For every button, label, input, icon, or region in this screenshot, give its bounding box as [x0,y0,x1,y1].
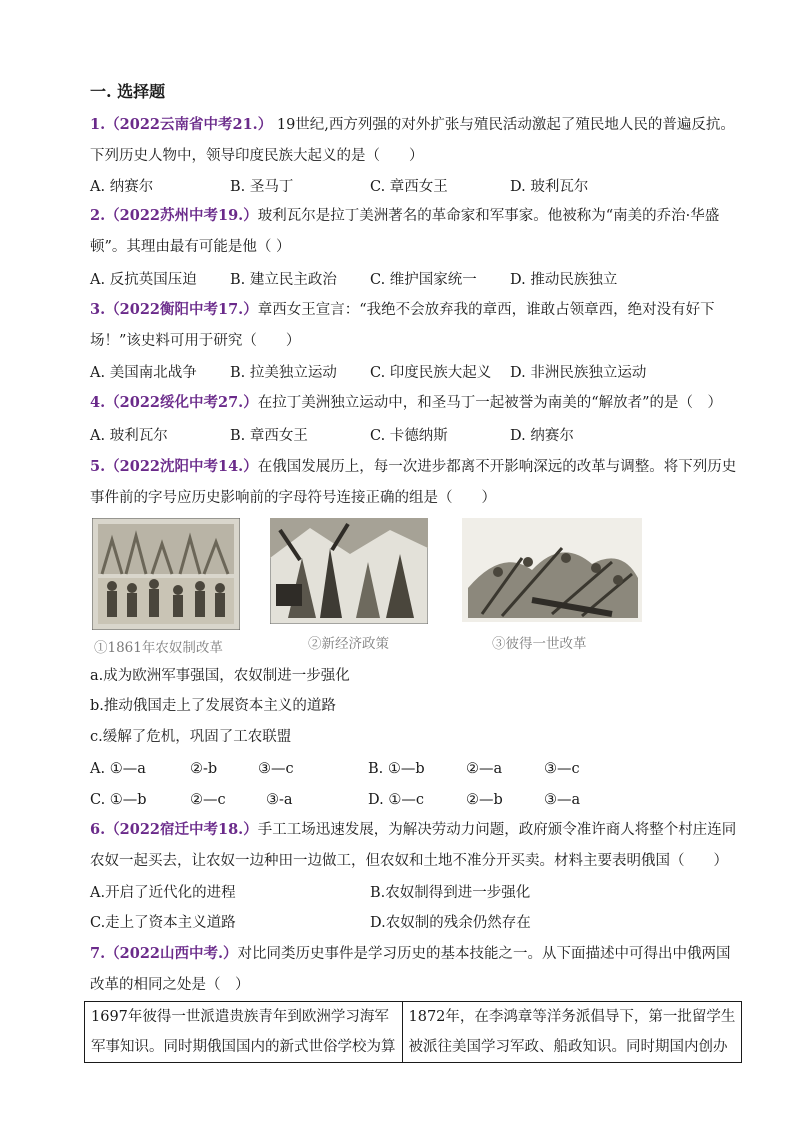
q2-option-b[interactable]: B. 建立民主政治 [230,272,337,288]
q4-option-a[interactable]: A. 玻利瓦尔 [90,428,168,444]
figure-serf-reform-image [92,518,240,630]
q5-option-a-part2: ②-b [190,761,218,777]
question-6-number: 6.（2022宿迁中考18.） [90,821,258,838]
q5-option-b-part2: ②—a [466,761,503,777]
q6-option-b[interactable]: B.农奴制得到进一步强化 [370,885,531,901]
comparison-table [84,1001,742,1063]
question-5-text-2: 事件前的字号应历史影响前的字母符号连接正确的组是（ ） [90,490,496,506]
q5-option-a[interactable]: A. ①—a [90,761,146,777]
question-3-stem [90,300,715,320]
q1-option-c[interactable]: C. 章西女王 [370,179,448,195]
q5-option-a-part3: ③—c [258,761,294,777]
question-7-stem [90,944,731,964]
question-5-text: 在俄国发展历上，每一次进步都离不开影响深远的改革与调整。将下列历史 [257,459,737,475]
question-1-number: 1.（2022云南省中考21.） [90,116,273,133]
q5-option-c[interactable]: C. ①—b [90,792,147,808]
q5-item-a: a.成为欧洲军事强国，农奴制进一步强化 [90,668,350,684]
question-1-text-2: 下列历史人物中，领导印度民族大起义的是（ ） [90,148,424,164]
comparison-cell-china [402,1002,742,1063]
figure-peter-reform-image [462,518,642,622]
q3-option-c[interactable]: C. 印度民族大起义 [370,365,492,381]
q3-option-a[interactable]: A. 美国南北战争 [90,365,197,381]
q5-option-d-part2: ②—b [466,792,503,808]
q6-option-c[interactable]: C.走上了资本主义道路 [90,915,236,931]
comparison-russia-line-1: 1697年彼得一世派遣贵族青年到欧洲学习海军 [91,1009,389,1025]
figure-caption-2: ②新经济政策 [308,636,389,652]
comparison-russia-line-2: 军事知识。同时期俄国国内的新式世俗学校为算 [91,1039,396,1055]
q4-option-d[interactable]: D. 纳赛尔 [510,428,574,444]
question-6-stem [90,820,736,840]
q3-option-b[interactable]: B. 拉美独立运动 [230,365,337,381]
question-4-number: 4.（2022绥化中考27.） [90,394,258,411]
comparison-cell-russia [85,1002,403,1063]
question-5-stem [90,457,736,477]
question-7-text-2: 改革的相同之处是（ ） [90,977,250,993]
comparison-china-line-1: 1872年，在李鸿章等洋务派倡导下，第一批留学生 [408,1009,736,1025]
question-2-stem [90,206,719,226]
figure-caption-1: ①1861年农奴制改革 [94,640,223,656]
question-1-text: 19世纪,西方列强的对外扩张与殖民活动激起了殖民地人民的普遍反抗。 [272,117,735,133]
q2-option-a[interactable]: A. 反抗英国压迫 [90,272,197,288]
question-6-text: 手工工场迅速发展，为解决劳动力问题，政府颁令准许商人将整个村庄连同 [257,822,737,838]
question-5-number: 5.（2022沈阳中考14.） [90,458,258,475]
q3-option-d[interactable]: D. 非洲民族独立运动 [510,365,647,381]
question-6-text-2: 农奴一起买去，让农奴一边种田一边做工，但农奴和土地不准分开买卖。材料主要表明俄国（ ） [90,853,728,869]
question-2-text-2: 顿”。其理由最有可能是他（ ） [90,239,291,255]
question-3-number: 3.（2022衡阳中考17.） [90,301,258,318]
q1-option-d[interactable]: D. 玻利瓦尔 [510,179,589,195]
q6-option-d[interactable]: D.农奴制的残余仍然存在 [370,915,531,931]
q5-option-d-part3: ③—a [544,792,581,808]
question-4-stem [90,393,722,413]
question-7-text: 对比同类历史事件是学习历史的基本技能之一。从下面描述中可得出中俄两国 [237,946,731,962]
q1-option-a[interactable]: A. 纳赛尔 [90,179,154,195]
section-title: 一. 选择题 [90,82,166,101]
q2-option-c[interactable]: C. 维护国家统一 [370,272,477,288]
q4-option-c[interactable]: C. 卡德纳斯 [370,428,448,444]
question-3-text-2: 场！”该史料可用于研究（ ） [90,333,301,349]
question-3-text: 章西女王宣言：“我绝不会放弃我的章西，谁敢占领章西，绝对没有好下 [257,302,715,318]
comparison-china-line-2: 被派往美国学习军政、船政知识。同时期国内创办 [408,1039,728,1055]
q4-option-b[interactable]: B. 章西女王 [230,428,308,444]
figure-new-economic-policy [270,518,432,658]
q2-option-d[interactable]: D. 推动民族独立 [510,272,618,288]
figure-peter-reform [462,518,644,658]
q5-option-c-part2: ②—c [190,792,226,808]
figure-serf-reform [92,518,244,658]
figure-caption-3: ③彼得一世改革 [492,636,587,652]
q6-option-a[interactable]: A.开启了近代化的进程 [90,885,236,901]
q5-item-c: c.缓解了危机，巩固了工农联盟 [90,729,292,745]
q5-option-b[interactable]: B. ①—b [368,761,425,777]
question-2-number: 2.（2022苏州中考19.） [90,207,258,224]
question-7-number: 7.（2022山西中考.） [90,945,238,962]
figure-new-economic-policy-image [270,518,428,624]
question-1-stem [90,115,735,135]
q1-option-b[interactable]: B. 圣马丁 [230,179,294,195]
q5-option-d[interactable]: D. ①—c [368,792,424,808]
question-2-text: 玻利瓦尔是拉丁美洲著名的革命家和军事家。他被称为“南美的乔治·华盛 [257,208,720,224]
q5-item-b: b.推动俄国走上了发展资本主义的道路 [90,698,336,714]
q5-option-b-part3: ③—c [544,761,580,777]
question-4-text: 在拉丁美洲独立运动中，和圣马丁一起被誉为南美的“解放者”的是（ ） [257,395,723,411]
q5-option-c-part3: ③-a [266,792,293,808]
